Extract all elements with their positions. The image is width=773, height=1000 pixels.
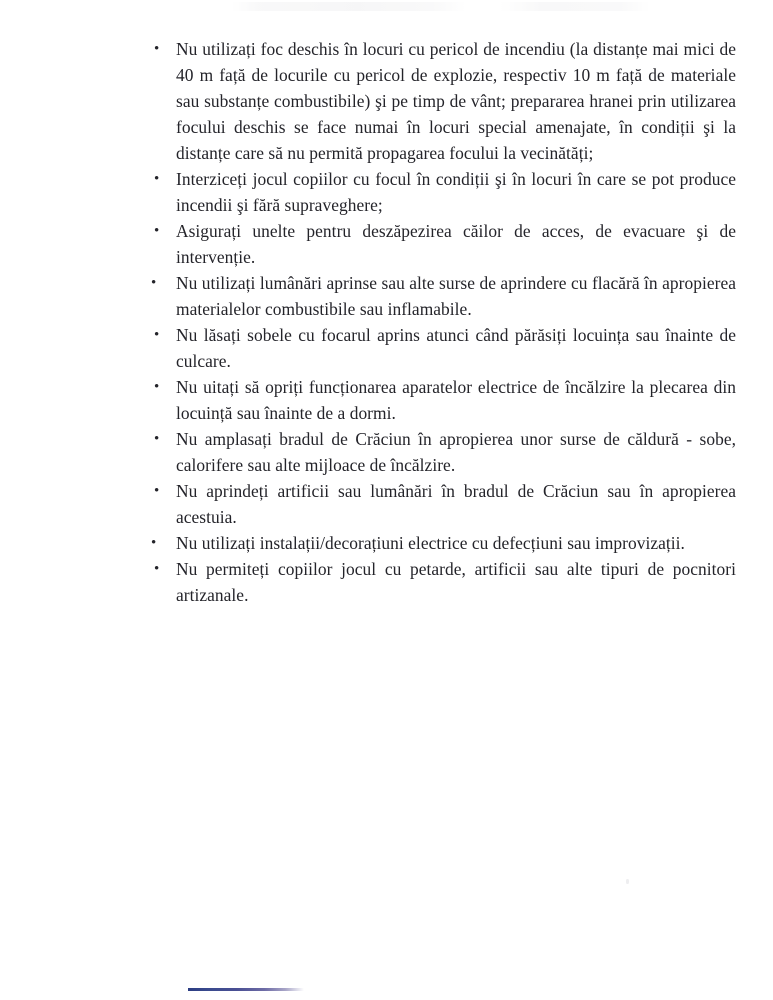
list-item-text: Nu utilizați foc deschis în locuri cu pericol de incendiu (la distanțe mai mici de 40 m față de locurile cu pericol de explozie, respectiv 10 m față de materiale sau substanțe combustibile) şi pe timp de vânt; prepararea hranei prin utilizarea focului deschis se face numai în locuri special amenajate, în condiții şi la distanțe care să nu permită propagarea focului la vecinătăți; <box>176 39 736 163</box>
list-item-text: Nu uitați să opriți funcționarea aparatelor electrice de încălzire la plecarea din locuință sau înainte de a dormi. <box>176 377 736 423</box>
document-body <box>148 36 736 608</box>
bullet-icon: • <box>154 483 160 499</box>
list-item <box>148 374 736 426</box>
list-item <box>148 556 736 608</box>
list-item <box>148 270 736 322</box>
list-item-text: Nu lăsați sobele cu focarul aprins atunci când părăsiți locuința sau înainte de culcare. <box>176 325 736 371</box>
bottom-divider-rule <box>188 988 304 991</box>
safety-recommendations-list <box>148 36 736 608</box>
list-item-text: Nu aprindeți artificii sau lumânări în bradul de Crăciun sau în apropierea acestuia. <box>176 481 736 527</box>
bullet-icon: • <box>151 535 157 551</box>
bullet-icon: • <box>154 431 160 447</box>
bullet-icon: • <box>154 223 160 239</box>
bullet-icon: • <box>151 275 157 291</box>
list-item-text: Nu utilizați instalații/decorațiuni electrice cu defecțiuni sau improvizații. <box>176 533 685 553</box>
list-item <box>148 426 736 478</box>
scan-ghost-artifact-top <box>232 2 650 11</box>
list-item <box>148 36 736 166</box>
list-item <box>148 166 736 218</box>
list-item <box>148 218 736 270</box>
list-item-text: Nu permiteți copiilor jocul cu petarde, artificii sau alte tipuri de pocnitori artizanale. <box>176 559 736 605</box>
list-item <box>148 478 736 530</box>
bullet-icon: • <box>154 41 160 57</box>
bullet-icon: • <box>154 171 160 187</box>
list-item <box>148 322 736 374</box>
bullet-icon: • <box>154 561 160 577</box>
list-item <box>148 530 736 556</box>
bullet-icon: • <box>154 379 160 395</box>
list-item-text: Interziceți jocul copiilor cu focul în condiții şi în locuri în care se pot produce incendii şi fără supraveghere; <box>176 169 736 215</box>
list-item-text: Nu amplasați bradul de Crăciun în apropierea unor surse de căldură - sobe, calorifere sau alte mijloace de încălzire. <box>176 429 736 475</box>
list-item-text: Asigurați unelte pentru deszăpezirea căilor de acces, de evacuare şi de intervenție. <box>176 221 736 267</box>
scan-noise-speck <box>626 879 629 884</box>
list-item-text: Nu utilizați lumânări aprinse sau alte surse de aprindere cu flacără în apropierea materialelor combustibile sau inflamabile. <box>176 273 736 319</box>
bullet-icon: • <box>154 327 160 343</box>
